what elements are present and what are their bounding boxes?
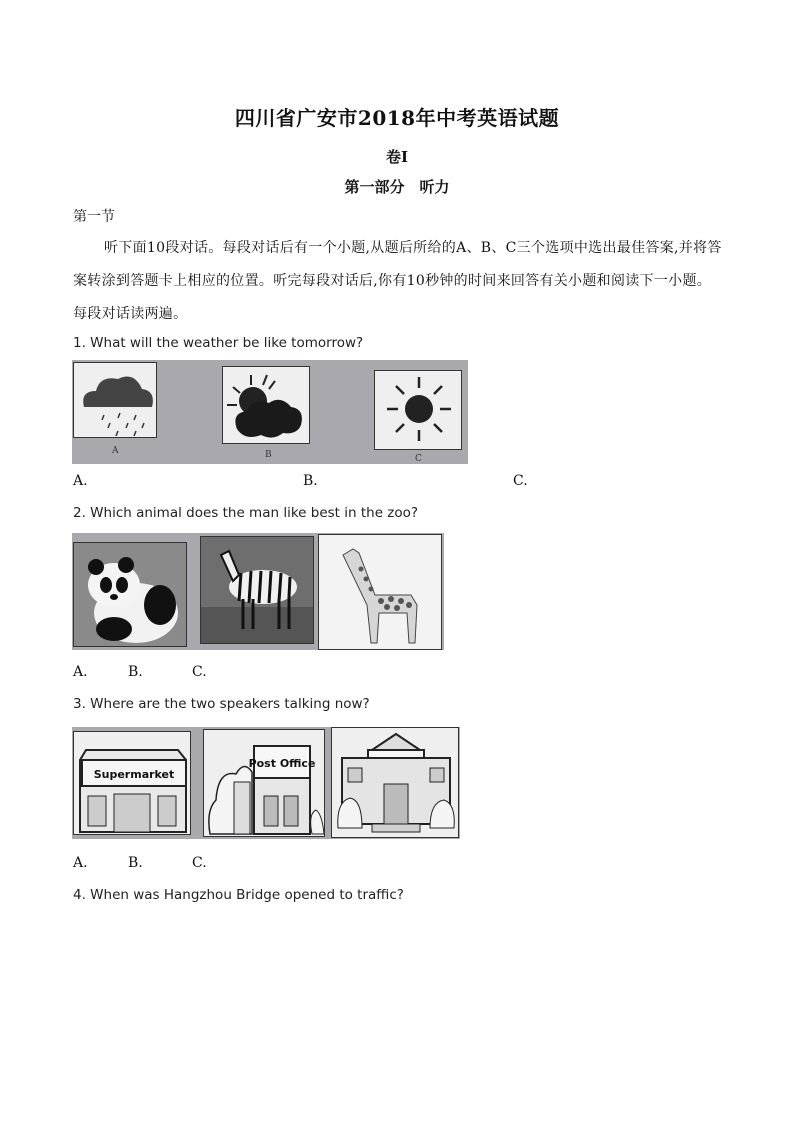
part-heading: 第一部分 听力 <box>344 178 450 196</box>
supermarket-building-icon <box>74 732 191 835</box>
image-label-b: B <box>265 450 272 460</box>
question-1-option-b[interactable]: B. <box>303 473 318 489</box>
page-title: 四川省广安市2018年中考英语试题 <box>234 106 560 130</box>
question-3-image-strip <box>72 727 460 839</box>
question-2-option-b[interactable]: B. <box>128 664 143 680</box>
question-2-option-a[interactable]: A. <box>73 664 88 680</box>
option-a-image <box>73 542 187 647</box>
supermarket-sign: Supermarket <box>93 768 175 781</box>
library-building-icon <box>332 728 459 838</box>
zebra-icon <box>201 537 314 644</box>
option-a-image <box>73 362 157 438</box>
giraffe-icon <box>319 535 442 650</box>
question-2-text: 2. Which animal does the man like best in the zoo? <box>73 505 419 521</box>
option-a-image <box>73 731 191 835</box>
question-1-text: 1. What will the weather be like tomorrow? <box>73 335 364 351</box>
question-3-option-c[interactable]: C. <box>192 855 207 871</box>
image-label-c: C <box>415 454 422 464</box>
post-office-building-icon <box>204 730 325 837</box>
option-b-image <box>203 729 325 837</box>
instructions-paragraph: 听下面10段对话。每段对话后有一个小题,从题后所给的A、B、C三个选项中选出最佳答案,并将答案转涂到答题卡上相应的位置。听完每段对话后,你有10秒钟的时间来回答有关小题和阅读下一小题。每段对话读两遍。 <box>73 240 722 322</box>
option-b-image <box>200 536 314 644</box>
question-3-option-a[interactable]: A. <box>73 855 88 871</box>
sun-behind-cloud-icon <box>223 367 310 444</box>
question-4-text: 4. When was Hangzhou Bridge opened to traffic? <box>73 887 404 903</box>
option-c-image <box>331 727 459 838</box>
rain-cloud-icon <box>74 363 157 438</box>
post-office-sign: Post Office <box>248 757 316 770</box>
question-1-image-strip <box>72 360 468 464</box>
panda-icon <box>74 543 187 647</box>
section-heading: 第一节 <box>73 209 115 225</box>
option-c-image <box>374 370 462 450</box>
question-3-text: 3. Where are the two speakers talking now? <box>73 696 370 712</box>
volume-heading: 卷I <box>385 148 409 166</box>
question-1-option-a[interactable]: A. <box>73 473 88 489</box>
question-1-option-c[interactable]: C. <box>513 473 528 489</box>
sun-icon <box>375 371 462 450</box>
question-3-option-b[interactable]: B. <box>128 855 143 871</box>
question-2-option-c[interactable]: C. <box>192 664 207 680</box>
option-c-image <box>318 534 442 650</box>
image-label-a: A <box>112 446 119 456</box>
question-2-image-strip <box>72 533 444 650</box>
option-b-image <box>222 366 310 444</box>
